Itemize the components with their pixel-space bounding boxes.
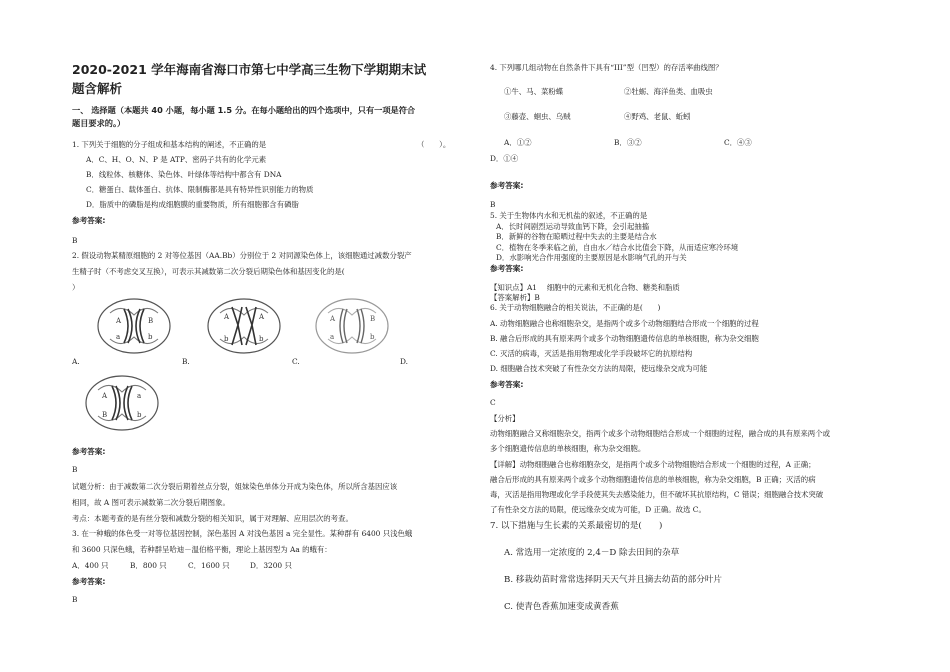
section-heading-line1: 一、 选择题（本题共 40 小题，每小题 1.5 分。在每小题给出的四个选项中，只有一项是符合: [72, 105, 416, 115]
svg-text:b: b: [224, 335, 229, 343]
svg-text:b: b: [137, 411, 142, 419]
svg-text:b: b: [148, 333, 153, 341]
q1-bracket: （ ）。: [417, 140, 451, 149]
q2-answer-label: 参考答案:: [72, 447, 106, 456]
q7-option-a: A. 常选用一定浓度的 2,4－D 除去田间的杂草: [504, 548, 680, 558]
q6-stem: 6. 关于动物细胞融合的相关说法，不正确的是( ): [490, 303, 661, 312]
section-heading-line2: 题目要求的。）: [72, 118, 126, 128]
q5-answer-label: 参考答案:: [490, 264, 524, 273]
q6-analysis-tag: 【分析】: [490, 414, 520, 423]
svg-text:A: A: [330, 315, 336, 323]
svg-text:b: b: [259, 335, 264, 343]
svg-text:a: a: [116, 333, 121, 341]
svg-text:B: B: [148, 317, 154, 325]
svg-text:b: b: [370, 333, 375, 341]
q4-option-a: A．①②: [504, 138, 532, 147]
q4-option-c: C．④③: [724, 138, 752, 147]
q7-option-c: C. 使青色香蕉加速变成黄香蕉: [504, 602, 619, 612]
cell-diagram-d: [80, 372, 164, 434]
page-title-line2: 题含解析: [72, 81, 123, 96]
q1-option-d: D．脂质中的磷脂是构成细胞膜的重要物质，所有细胞都含有磷脂: [86, 200, 299, 209]
q1-option-a: A．C、H、O、N、P 是 ATP、密码子共有的化学元素: [86, 155, 267, 164]
q6-answer-label: 参考答案:: [490, 380, 524, 389]
q4-answer: B: [490, 200, 496, 209]
svg-text:B: B: [102, 411, 108, 419]
q4-item-4: ④野鸡、老鼠、蚯蚓: [624, 112, 691, 121]
q4-option-b: B．③②: [614, 138, 642, 147]
q2-option-a-label: A.: [72, 357, 80, 366]
cell-diagram-b: [202, 295, 286, 357]
q2-option-d-label: D.: [400, 357, 409, 366]
q1-stem: 1. 下列关于细胞的分子组成和基本结构的阐述，不正确的是: [72, 140, 267, 149]
q6-detail-line1: 【详解】动物细胞融合也称细胞杂交，是指两个或多个动物细胞结合形成一个细胞的过程，A 正确；: [490, 460, 816, 469]
svg-text:A: A: [116, 317, 122, 325]
q6-detail-line2: 融合后形成的具有原来两个或多个动物细胞遗传信息的单核细胞，称为杂交细胞，B 正确；灭活的病: [490, 475, 816, 484]
q3-option-b: B．800 只: [130, 561, 167, 570]
q6-answer: C: [490, 398, 496, 407]
cell-diagram-a: [92, 295, 176, 357]
q2-answer: B: [72, 465, 78, 474]
q4-item-2: ②牡蛎、海洋鱼类、血吸虫: [624, 87, 713, 96]
q2-explain-line2: 相同，故 A 图可表示减数第二次分裂后期图象。: [72, 498, 230, 507]
svg-text:B: B: [370, 315, 376, 323]
page-title-line1: 2020-2021 学年海南省海口市第七中学高三生物下学期期末试: [72, 62, 427, 77]
q5-knowledge-point: 【知识点】A1 细胞中的元素和无机化合物、糖类和脂质: [490, 283, 680, 292]
q3-answer: B: [72, 595, 78, 604]
q5-option-d: D．水影响光合作用强度的主要原因是水影响气孔的开与关: [496, 253, 687, 262]
q3-stem-line2: 和 3600 只深色蛾，若种群呈哈迪－温伯格平衡，理论上基因型为 Aa 的蛾有：: [72, 545, 332, 554]
q3-stem-line1: 3. 在一种蛾的体色受一对等位基因控制，深色基因 A 对浅色基因 a 完全显性。某种群有 6400 只浅色蛾: [72, 529, 413, 538]
q2-explain-line3: 考点：本题考查的是有丝分裂和减数分裂的相关知识，属于对理解、应用层次的考查。: [72, 514, 353, 523]
q6-option-a: A. 动物细胞融合也称细胞杂交，是指两个或多个动物细胞结合形成一个细胞的过程: [490, 319, 759, 328]
q2-option-b-label: B.: [182, 357, 190, 366]
q3-answer-label: 参考答案:: [72, 577, 106, 586]
cell-diagram-c: [310, 295, 394, 357]
q6-option-d: D. 细胞融合技术突破了有性杂交方法的局限，使远缘杂交成为可能: [490, 364, 708, 373]
q7-stem: 7. 以下措施与生长素的关系最密切的是( ): [490, 521, 663, 531]
q2-stem-line2: 生精子时（不考虑交叉互换），可表示其减数第二次分裂后期染色体和基因变化的是(: [72, 267, 345, 276]
q1-answer-label: 参考答案:: [72, 216, 106, 225]
q6-analysis-line2: 多个细胞遗传信息的单核细胞，称为杂交细胞。: [490, 444, 646, 453]
svg-text:A: A: [259, 313, 265, 321]
q4-option-d: D．①④: [490, 154, 519, 163]
svg-text:A: A: [102, 392, 108, 400]
q5-stem: 5. 关于生物体内水和无机盐的叙述，不正确的是: [490, 211, 648, 220]
q1-option-c: C．糖蛋白、载体蛋白、抗体、限制酶都是具有特异性识别能力的物质: [86, 185, 314, 194]
q2-option-c-label: C.: [292, 357, 300, 366]
q6-option-c: C. 灭活的病毒，灭活是指用物理或化学手段破坏它的抗原结构: [490, 349, 693, 358]
q2-explain-line1: 试题分析：由于减数第二次分裂后期着丝点分裂，姐妹染色单体分开成为染色体，所以所含基因应该: [72, 482, 398, 491]
q1-answer: B: [72, 236, 78, 245]
q2-stem-line3: ）: [72, 283, 80, 292]
q1-option-b: B．线粒体、核糖体、染色体、叶绿体等结构中都含有 DNA: [86, 170, 282, 179]
q6-detail-line3: 毒，灭活是指用物理或化学手段使其失去感染能力，但不破坏其抗原结构，C 错误；细胞融合技术突破: [490, 490, 824, 499]
q5-option-a: A．长时间剧烈运动导致血钙下降，会引起抽搐: [496, 222, 650, 231]
q3-option-d: D．3200 只: [250, 561, 292, 570]
q6-detail-line4: 了有性杂交方法的局限，使远缘杂交成为可能，D 正确。故选 C。: [490, 505, 706, 514]
q6-analysis-line1: 动物细胞融合又称细胞杂交，指两个或多个动物细胞结合形成一个细胞的过程，融合成的具有原来两个或: [490, 429, 830, 438]
q5-answer-explain: 【答案解析】B: [490, 293, 540, 302]
q3-option-c: C．1600 只: [188, 561, 230, 570]
q4-item-3: ③藤壶、蛔虫、乌贼: [504, 112, 571, 121]
svg-text:A: A: [224, 313, 230, 321]
q7-option-b: B. 移栽幼苗时常常选择阴天天气并且摘去幼苗的部分叶片: [504, 575, 723, 585]
q4-answer-label: 参考答案:: [490, 181, 524, 190]
q4-stem: 4. 下列哪几组动物在自然条件下具有“III”型（凹型）的存活率曲线图？: [490, 63, 723, 72]
q6-option-b: B. 融合后形成的具有原来两个或多个动物细胞遗传信息的单核细胞，称为杂交细胞: [490, 334, 759, 343]
svg-text:a: a: [137, 392, 142, 400]
q5-option-c: C．植物在冬季来临之前，自由水／结合水比值会下降，从而适应寒冷环境: [496, 243, 739, 252]
q4-item-1: ①牛、马、菜粉蝶: [504, 87, 564, 96]
q5-option-b: B．新鲜的谷物在晾晒过程中失去的主要是结合水: [496, 232, 657, 241]
q2-stem-line1: 2. 假设动物某精原细胞的 2 对等位基因（AA.Bb）分别位于 2 对同源染色体上，该细胞通过减数分裂产: [72, 251, 412, 260]
svg-text:a: a: [330, 333, 335, 341]
q3-option-a: A．400 只: [72, 561, 109, 570]
